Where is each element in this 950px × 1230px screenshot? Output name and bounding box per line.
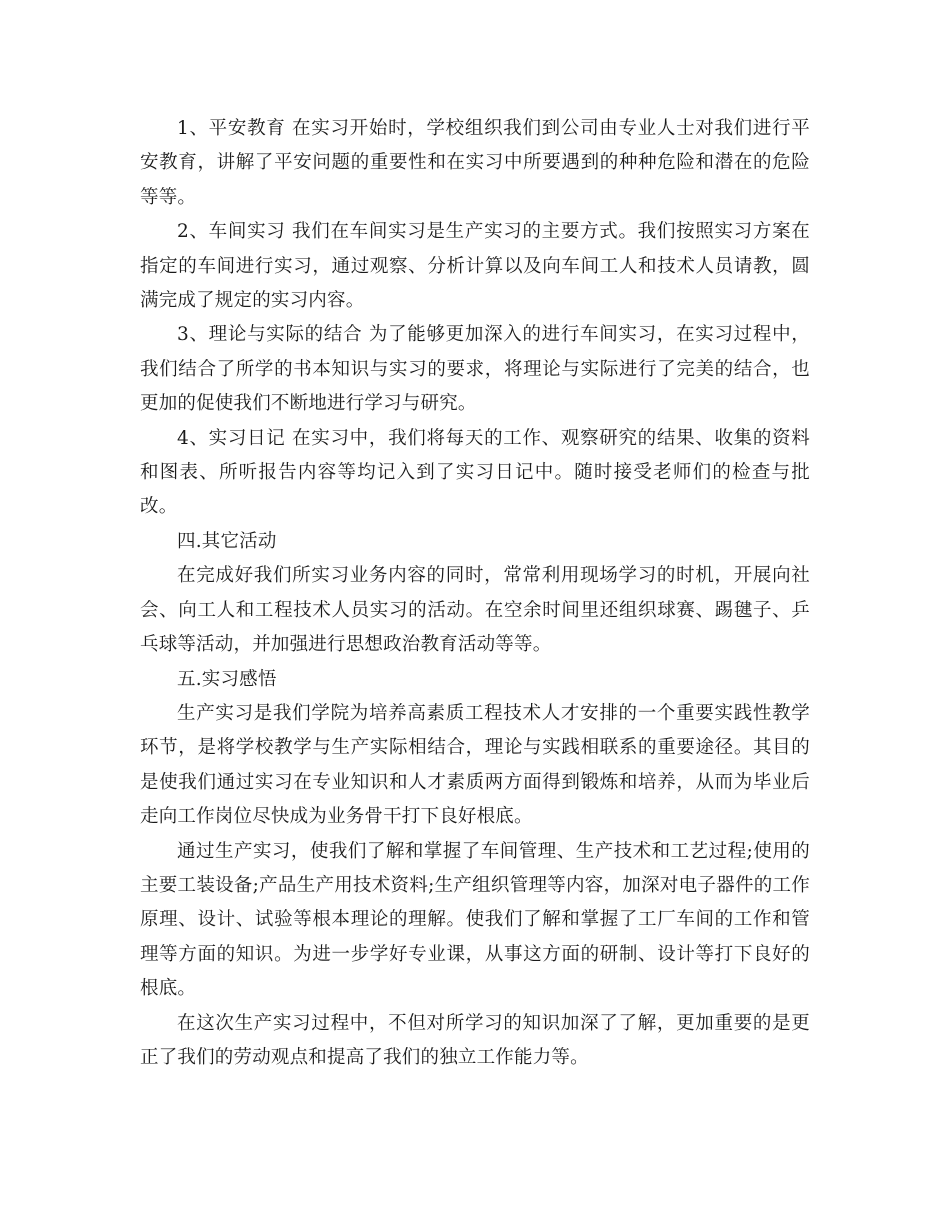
paragraph-other-activities: 在完成好我们所实习业务内容的同时，常常利用现场学习的时机，开展向社会、向工人和工程技术人员实习的活动。在空余时间里还组织球赛、踢毽子、乒乓球等活动，并加强进行思想政治教育活动等等。 — [140, 565, 810, 656]
paragraph-theory-practice: 3、理论与实际的结合 为了能够更加深入的进行车间实习，在实习过程中，我们结合了所学的书本知识与实习的要求，将理论与实际进行了完美的结合，也更加的促使我们不断地进行学习与研究。 — [140, 324, 810, 415]
paragraph-reflections-knowledge: 通过生产实习，使我们了解和掌握了车间管理、生产技术和工艺过程;使用的主要工装设备;产品生产用技术资料;生产组织管理等内容，加深对电子器件的工作原理、设计、试验等根本理论的理解。使我们了解和掌握了工厂车间的工作和管理等方面的知识。为进一步学好专业课，从事这方面的研制、设计等打下良好的根底。 — [140, 840, 810, 1000]
paragraph-reflections-conclusion: 在这次生产实习过程中，不但对所学习的知识加深了了解，更加重要的是更正了我们的劳动观点和提高了我们的独立工作能力等。 — [140, 1012, 810, 1068]
section-heading-other-activities: 四.其它活动 — [177, 530, 277, 552]
paragraph-safety-education: 1、平安教育 在实习开始时，学校组织我们到公司由专业人士对我们进行平安教育，讲解了平安问题的重要性和在实习中所要遇到的种种危险和潜在的危险等等。 — [140, 118, 810, 208]
document-body — [140, 112, 810, 1075]
paragraph-reflections-purpose: 生产实习是我们学院为培养高素质工程技术人才安排的一个重要实践性教学环节，是将学校教学与生产实际相结合，理论与实践相联系的重要途径。其目的是使我们通过实习在专业知识和人才素质两方面得到锻炼和培养，从而为毕业后走向工作岗位尽快成为业务骨干打下良好根底。 — [140, 702, 810, 828]
section-heading-reflections: 五.实习感悟 — [177, 668, 277, 690]
paragraph-internship-diary: 4、实习日记 在实习中，我们将每天的工作、观察研究的结果、收集的资料和图表、所听报告内容等均记入到了实习日记中。随时接受老师们的检查与批改。 — [140, 427, 810, 518]
paragraph-workshop-practice: 2、车间实习 我们在车间实习是生产实习的主要方式。我们按照实习方案在指定的车间进行实习，通过观察、分析计算以及向车间工人和技术人员请教，圆满完成了规定的实习内容。 — [140, 221, 810, 312]
